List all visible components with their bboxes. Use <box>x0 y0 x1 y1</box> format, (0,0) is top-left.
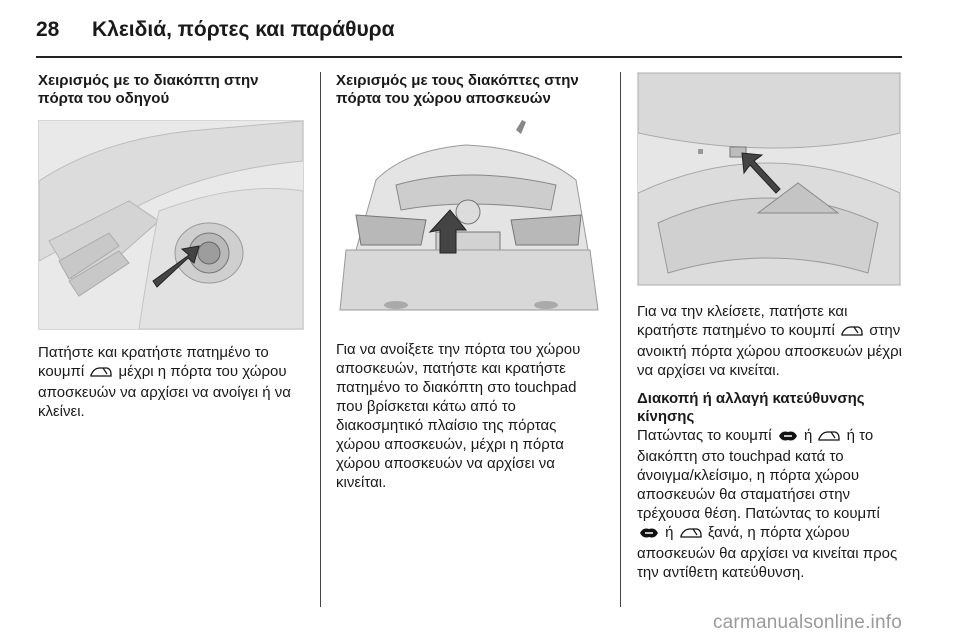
chapter-title: Κλειδιά, πόρτες και παράθυρα <box>92 18 395 41</box>
tailgate-icon <box>90 364 112 383</box>
tailgate-rear-illustration <box>336 120 600 325</box>
page-header <box>36 18 395 48</box>
instruction-text-part: ή το διακόπτη στο touchpad κατά το άνοιγμα/κλείσιμο, η πόρτα χώρου αποσκευών θα σταματήσει στην τρέχουσα θέση. Πατώντας το κουμπί <box>637 427 880 522</box>
tailgate-icon <box>818 428 840 447</box>
column-close-stop <box>637 72 903 582</box>
section-heading: Χειρισμός με το διακόπτη στην πόρτα του οδηγού <box>38 72 259 107</box>
open-tailgate-button-illustration <box>637 72 901 286</box>
header-rule <box>36 56 902 58</box>
section-heading: Χειρισμός με τους διακόπτες στην πόρτα του χώρου αποσκευών <box>336 72 579 107</box>
page-number: 28 <box>36 18 60 41</box>
instruction-text <box>637 302 903 380</box>
section-heading: Διακοπή ή αλλαγή κατεύθυνσης κίνησης <box>637 390 865 425</box>
tailgate-icon <box>680 525 702 544</box>
remote-key-icon <box>778 428 798 447</box>
instruction-text-part: ή <box>665 524 674 541</box>
instruction-text-part: Πατήστε και κρατήστε πατημένο το κουμπί <box>38 344 269 380</box>
instruction-text <box>38 343 306 421</box>
instruction-text: Για να ανοίξετε την πόρτα του χώρου αποσκευών, πατήστε και κρατήστε πατημένο το διακόπτη στο touchpad που βρίσκεται κάτω από το διακοσμητικό πλαίσιο της πόρτας χώρου αποσκευών, μέχρι η πόρτα χώρου αποσκευών να αρχίσει να κινείται. <box>336 341 581 491</box>
column-divider <box>620 72 621 607</box>
instruction-text <box>637 426 903 582</box>
instruction-text-part: στην ανοικτή πόρτα χώρου αποσκευών μέχρι να αρχίσει να κινείται. <box>637 322 903 379</box>
instruction-text-part: Πατώντας το κουμπί <box>637 427 772 444</box>
remote-key-icon <box>639 525 659 544</box>
driver-door-switch-illustration <box>38 120 304 330</box>
column-tailgate-switch <box>336 72 604 492</box>
tailgate-icon <box>841 323 863 342</box>
watermark: carmanualsonline.info <box>712 612 902 633</box>
column-divider <box>320 72 321 607</box>
column-driver-door <box>38 72 306 421</box>
instruction-text-part: ξανά, η πόρτα χώρου αποσκευών θα αρχίσει να κινείται προς την αντίθετη κατεύθυνση. <box>637 524 898 581</box>
instruction-text-part: ή <box>803 427 813 444</box>
instruction-text-part: Για να την κλείσετε, πατήστε και κρατήστε πατημένο το κουμπί <box>637 303 848 339</box>
instruction-text-part: μέχρι η πόρτα του χώρου αποσκευών να αρχίσει να ανοίγει ή να κλείνει. <box>38 363 291 420</box>
